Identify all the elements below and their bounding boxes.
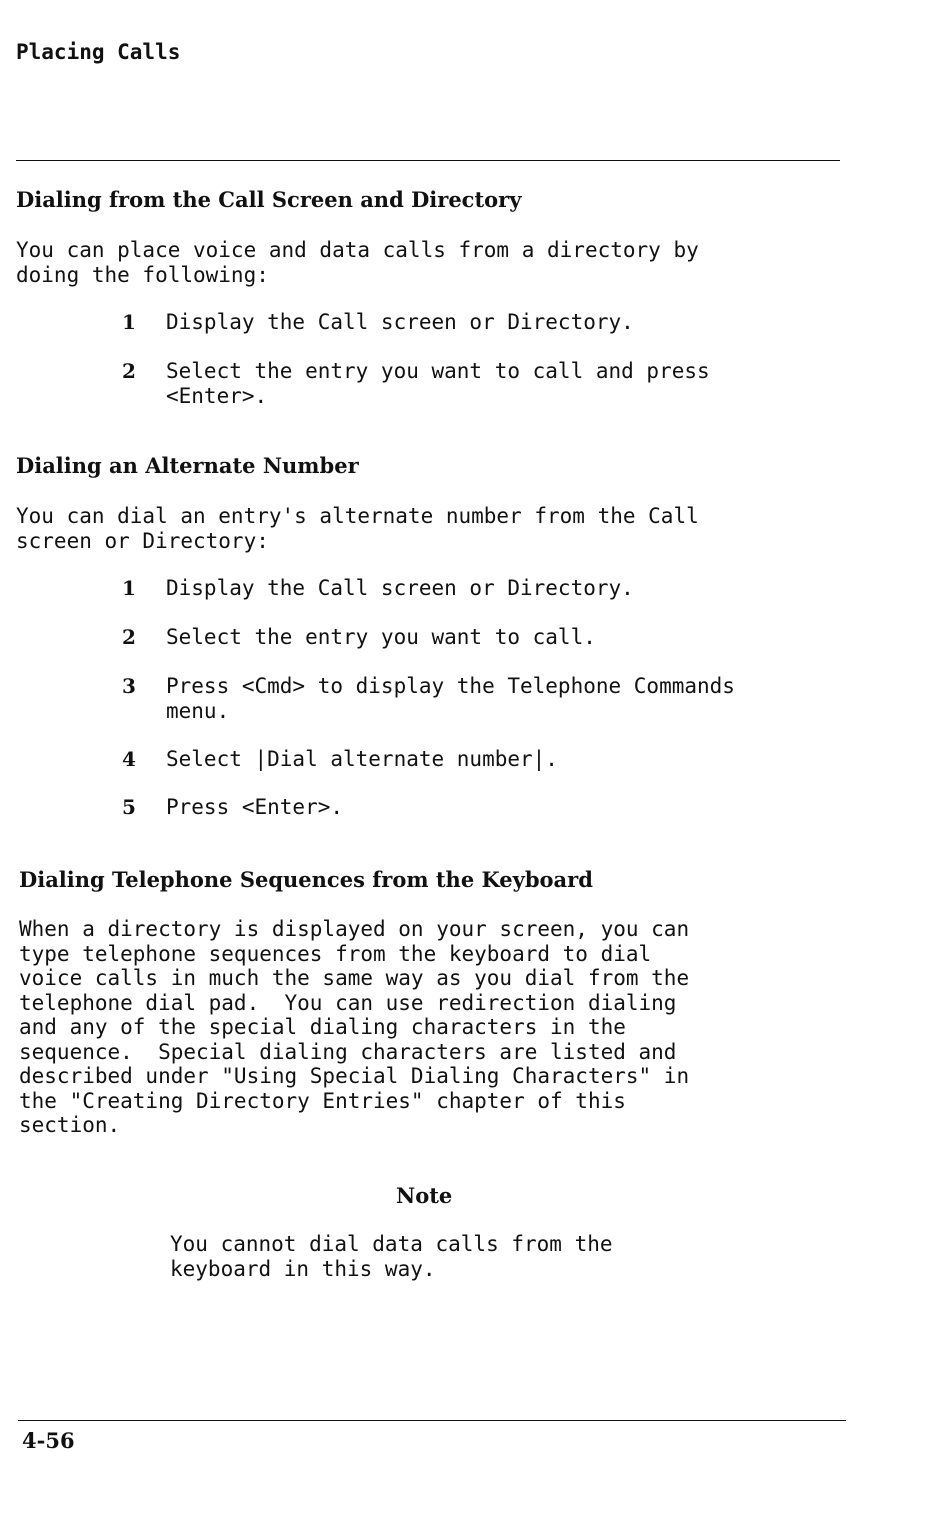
chapter-title: Placing Calls	[16, 40, 181, 64]
step-number: 2	[122, 625, 136, 649]
note-text: You cannot dial data calls from the keyboard in this way.	[170, 1232, 613, 1281]
step-text: Select |Dial alternate number|.	[166, 747, 558, 771]
step-text: Press <Enter>.	[166, 795, 344, 819]
section-body-keyboard-sequences: When a directory is displayed on your screen, you can type telephone sequences from the keyboard to dial voice calls in much the same way as you dial from the telephone dial pad. You can use redirection dialing and any of the special dialing characters in the sequence. Special dialing characters are listed and described under "Using Special Dialing Characters" in the "Creating Directory Entries" chapter of this section.	[19, 917, 690, 1137]
section-intro-alternate-number: You can dial an entry's alternate number from the Call screen or Directory:	[16, 504, 699, 553]
step-text: Display the Call screen or Directory.	[166, 576, 634, 600]
step-number: 4	[122, 747, 136, 771]
page-number: 4-56	[22, 1428, 75, 1453]
section-heading-call-screen: Dialing from the Call Screen and Directory	[16, 187, 522, 212]
step-number: 1	[122, 310, 136, 334]
section-heading-keyboard-sequences: Dialing Telephone Sequences from the Keyboard	[19, 867, 593, 892]
header-rule	[16, 160, 840, 161]
step-text: Select the entry you want to call and press <Enter>.	[166, 359, 710, 408]
section-intro-call-screen: You can place voice and data calls from a directory by doing the following:	[16, 238, 699, 287]
note-label: Note	[396, 1183, 453, 1208]
step-number: 3	[122, 674, 136, 698]
step-number: 5	[122, 795, 136, 819]
step-text: Select the entry you want to call.	[166, 625, 596, 649]
step-number: 2	[122, 359, 136, 383]
step-number: 1	[122, 576, 136, 600]
section-heading-alternate-number: Dialing an Alternate Number	[16, 453, 359, 478]
footer-rule	[18, 1420, 846, 1421]
step-text: Press <Cmd> to display the Telephone Commands menu.	[166, 674, 735, 723]
step-text: Display the Call screen or Directory.	[166, 310, 634, 334]
